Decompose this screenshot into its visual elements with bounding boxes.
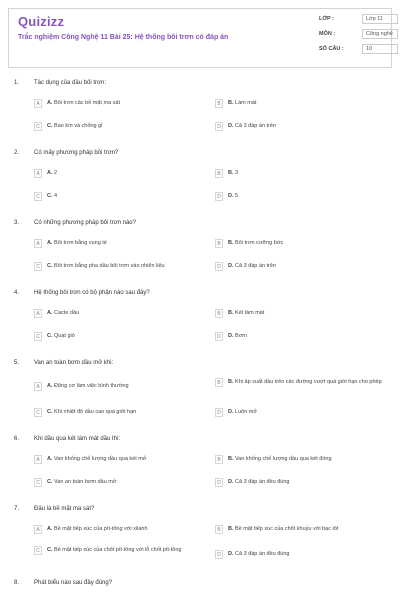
option-text: Van khống chế lượng dầu qua két đóng (235, 456, 332, 462)
option-prefix: B. (228, 170, 234, 176)
worksheet-header (8, 8, 392, 68)
option-letter-box: A (34, 309, 42, 318)
option-text: Cả 3 đáp án trên (235, 263, 277, 269)
option-d[interactable] (215, 478, 391, 487)
option-letter-box: B (215, 525, 223, 534)
option-letter-box: D (215, 122, 223, 131)
option-prefix: D. (228, 479, 234, 485)
option-letter-box: B (215, 169, 223, 178)
question-number: 2. (14, 150, 20, 156)
option-prefix: D. (228, 263, 234, 269)
question-text: Có những phương pháp bôi trơn nào? (34, 220, 136, 226)
option-letter-box: C (34, 478, 42, 487)
option-c[interactable] (34, 408, 210, 417)
option-prefix: D. (228, 551, 234, 557)
option-letter-box: A (34, 382, 42, 391)
question-text: Hệ thống bôi trơn có bộ phận nào sau đây? (34, 290, 150, 296)
option-a[interactable] (34, 455, 210, 464)
option-letter-box: C (34, 332, 42, 341)
option-c[interactable] (34, 478, 210, 487)
option-prefix: A. (47, 383, 53, 389)
option-prefix: A. (47, 240, 53, 246)
option-letter-box: A (34, 239, 42, 248)
option-text: Động cơ làm việc bình thường (54, 383, 129, 389)
option-prefix: A. (47, 100, 53, 106)
option-b[interactable] (215, 309, 391, 318)
option-letter-box: D (215, 408, 223, 417)
option-a[interactable] (34, 382, 210, 391)
option-prefix: B. (228, 526, 234, 532)
option-a[interactable] (34, 309, 210, 318)
option-letter-box: A (34, 455, 42, 464)
option-letter-box: C (34, 192, 42, 201)
option-c[interactable] (34, 262, 210, 271)
option-prefix: C. (47, 479, 53, 485)
option-prefix: B. (228, 310, 234, 316)
option-text: Cả 3 đáp án trên (235, 123, 277, 129)
option-text: Cả 3 đáp án đều đúng (235, 551, 290, 557)
page-title: Trắc nghiệm Công Nghệ 11 Bài 25: Hệ thống bôi trơn có đáp án (18, 34, 229, 41)
meta-count-value: 10 (362, 44, 398, 54)
option-text: 5 (235, 193, 239, 199)
option-b[interactable] (215, 525, 391, 534)
option-letter-box: B (215, 239, 223, 248)
option-prefix: B. (228, 240, 234, 246)
option-prefix: A. (47, 170, 53, 176)
option-a[interactable] (34, 239, 210, 248)
option-text: Bề mặt tiếp xúc của chốt khuỷu với bạc lót (235, 526, 339, 532)
option-prefix: C. (47, 333, 53, 339)
option-a[interactable] (34, 99, 210, 108)
option-text: Bề mặt tiếp xúc của chốt pít-tông với lỗ chốt pít-tông (54, 547, 182, 553)
option-text: Bôi trơn bằng vung té (54, 240, 107, 246)
option-letter-box: C (34, 122, 42, 131)
option-letter-box: B (215, 309, 223, 318)
question-number: 6. (14, 436, 20, 442)
meta-class-value: Lớp 11 (362, 14, 398, 24)
question-number: 4. (14, 290, 20, 296)
option-letter-box: D (215, 192, 223, 201)
option-prefix: B. (228, 379, 234, 385)
question-text: Tác dụng của dầu bôi trơn: (34, 80, 106, 86)
option-prefix: C. (47, 193, 53, 199)
option-a[interactable] (34, 169, 210, 178)
option-text: Khi nhiệt độ dầu cao quá giới hạn (54, 409, 137, 415)
question-text: Khi dầu qua két làm mát dầu thì: (34, 436, 121, 442)
option-d[interactable] (215, 332, 391, 341)
option-prefix: D. (228, 333, 234, 339)
option-letter-box: C (34, 262, 42, 271)
question-number: 8. (14, 580, 20, 586)
option-c[interactable] (34, 122, 210, 131)
question-text: Có mấy phương pháp bôi trơn? (34, 150, 119, 156)
option-b[interactable] (215, 455, 391, 464)
option-text: Làm mát (235, 100, 257, 106)
option-letter-box: B (215, 378, 223, 387)
question-text: Đâu là bề mặt ma sát? (34, 506, 95, 512)
option-text: Quạt gió (54, 333, 75, 339)
option-prefix: A. (47, 310, 53, 316)
question-text: Van an toàn bơm dầu mở khi: (34, 360, 114, 366)
option-text: Van an toàn bơm dầu mở (54, 479, 117, 485)
option-letter-box: D (215, 262, 223, 271)
option-text: Bôi trơn bằng pha dầu bôi trơn vào nhiên liệu (54, 263, 165, 269)
option-letter-box: D (215, 478, 223, 487)
option-text: Luôn mở (235, 409, 257, 415)
option-text: 4 (54, 193, 58, 199)
option-text: Bôi trơn các bề mặt ma sát (54, 100, 120, 106)
option-letter-box: A (34, 169, 42, 178)
option-b[interactable] (215, 99, 391, 108)
option-prefix: C. (47, 409, 53, 415)
option-text: 2 (54, 170, 58, 176)
meta-count-label: SỐ CÂU : (319, 46, 344, 52)
option-d[interactable] (215, 550, 391, 559)
option-text: Cả 3 đáp án đều đúng (235, 479, 290, 485)
option-b[interactable] (215, 239, 391, 248)
option-a[interactable] (34, 525, 210, 534)
option-prefix: C. (47, 263, 53, 269)
option-text: Bề mặt tiếp xúc của pít-tông với xilanh (54, 526, 148, 532)
option-text: Khi áp suất dầu trên các đường vượt quá giới hạn cho phép (235, 379, 382, 385)
question-number: 3. (14, 220, 20, 226)
option-prefix: A. (47, 526, 53, 532)
option-letter-box: A (34, 525, 42, 534)
option-letter-box: A (34, 99, 42, 108)
meta-class-label: LỚP : (319, 16, 334, 22)
option-d[interactable] (215, 122, 391, 131)
question-text: Phát biểu nào sau đây đúng? (34, 580, 113, 586)
option-prefix: D. (228, 123, 234, 129)
option-letter-box: D (215, 332, 223, 341)
option-c[interactable] (34, 332, 210, 341)
question-number: 1. (14, 80, 20, 86)
option-letter-box: C (34, 546, 42, 555)
option-letter-box: B (215, 455, 223, 464)
quizizz-logo: Quizizz (18, 14, 65, 29)
option-c[interactable] (34, 546, 210, 555)
option-letter-box: C (34, 408, 42, 417)
option-prefix: B. (228, 100, 234, 106)
meta-subject-value: Công nghệ (362, 29, 398, 39)
option-b[interactable] (215, 169, 391, 178)
option-prefix: C. (47, 547, 53, 553)
meta-subject-label: MÔN : (319, 31, 336, 37)
option-d[interactable] (215, 192, 391, 201)
option-text: Bôi trơn cưỡng bức (235, 240, 284, 246)
option-prefix: D. (228, 409, 234, 415)
option-text: 3 (235, 170, 239, 176)
option-d[interactable] (215, 408, 391, 417)
option-text: Bơm (235, 333, 247, 339)
option-prefix: A. (47, 456, 53, 462)
option-prefix: D. (228, 193, 234, 199)
option-prefix: B. (228, 456, 234, 462)
option-c[interactable] (34, 192, 210, 201)
option-letter-box: B (215, 99, 223, 108)
question-number: 7. (14, 506, 20, 512)
option-text: Két làm mát (235, 310, 265, 316)
option-text: Cacte dầu (54, 310, 80, 316)
option-d[interactable] (215, 262, 391, 271)
option-text: Bao kín và chống gỉ (54, 123, 103, 129)
option-prefix: C. (47, 123, 53, 129)
question-number: 5. (14, 360, 20, 366)
option-b[interactable] (215, 378, 391, 387)
option-text: Van khống chế lượng dầu qua két mở (54, 456, 147, 462)
option-letter-box: D (215, 550, 223, 559)
